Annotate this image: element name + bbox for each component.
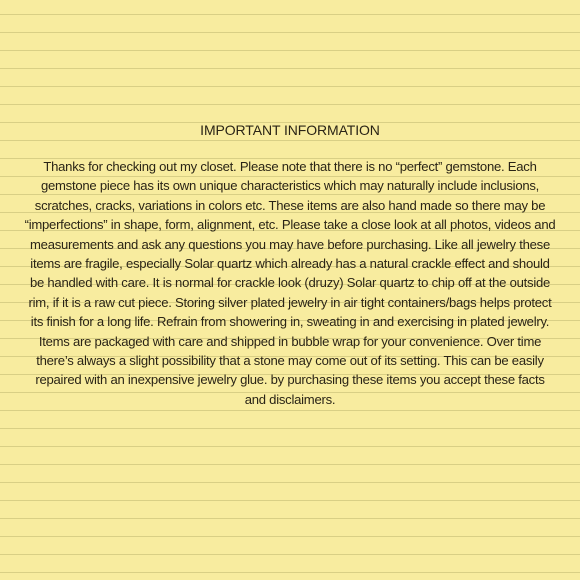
notice-body: Thanks for checking out my closet. Please note that there is no “perfect” gemstone. Each gemstone piece has its own unique characteristics which may naturally include inclusions, scratches, cracks, variations in colors etc. These items are also hand made so there may be “imperfections” in shape, form, alignment, etc. Please take a close look at all photos, videos and measurements and ask any questions you may have before purchasing. Like all jewelry these items are fragile, especially Solar quartz which already has a natural crackle effect and should be handled with care. It is normal for crackle look (druzy) Solar quartz to chip off at the outside rim, if it is a raw cut piece. Storing silver plated jewelry in air tight containers/bags helps protect its finish for a long life. Refrain from showering in, sweating in and exercising in plated jewelry. Items are packaged with care and shipped in bubble wrap for your convenience. Over time there’s always a slight possibility that a stone may come out of its setting. This can be easily repaired with an inexpensive jewelry glue. by purchasing these items you accept these facts and disclaimers. (24, 159, 556, 407)
notice-block (24, 122, 556, 409)
notice-title: IMPORTANT INFORMATION (200, 122, 380, 138)
